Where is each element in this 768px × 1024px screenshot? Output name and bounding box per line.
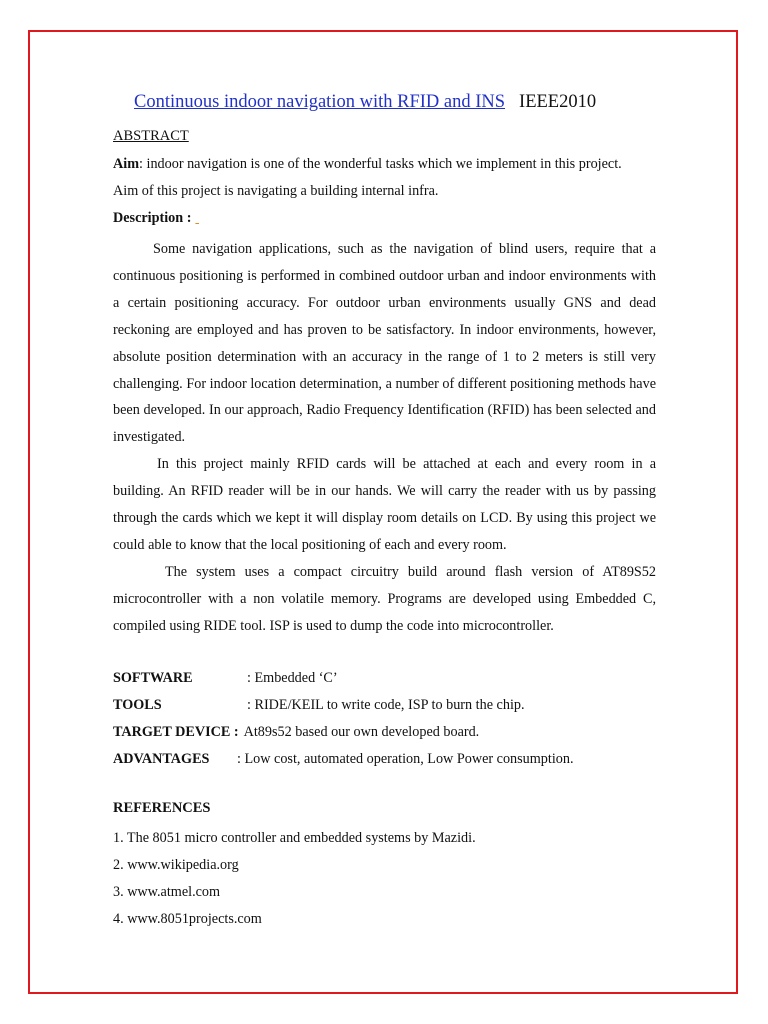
document-title-link[interactable]: Continuous indoor navigation with RFID and INS — [134, 92, 506, 112]
reference-item: 1. The 8051 micro controller and embedded systems by Mazidi. — [113, 830, 476, 846]
spec-tools-key: TOOLS — [113, 697, 162, 713]
description-paragraph-2: In this project mainly RFID cards will be attached at each and every room in a building. An RFID reader will be in our hands. We will carry the reader with us by passing through the cards which we kept it will display room details on LCD. By using this project we could able to know that the local positioning of each and every room. — [113, 456, 656, 553]
spec-software — [113, 670, 338, 687]
reference-item: 3. www.atmel.com — [113, 884, 221, 900]
spec-advantages-key: ADVANTAGES — [113, 751, 210, 767]
conference-tag: IEEE2010 — [519, 92, 597, 112]
aim-line-2: Aim of this project is navigating a building internal infra. — [113, 183, 439, 199]
aim-text-1: : indoor navigation is one of the wonderful tasks which we implement in this project. — [139, 156, 622, 172]
spec-software-key: SOFTWARE — [113, 670, 193, 686]
description-paragraph-1: Some navigation applications, such as the navigation of blind users, require that a continuous positioning is performed in combined outdoor urban and indoor environments with a certain positioning accuracy. For outdoor urban environments usually GNS and dead reckoning are employed and has proven to be satisfactory. In indoor environments, however, absolute position determination with an accuracy in the range of 1 to 2 meters is still very challenging. For indoor location determination, a number of different positioning methods have been developed. In our approach, Radio Frequency Identification (RFID) has been selected and investigated. — [113, 241, 656, 446]
description-paragraph-3: The system uses a compact circuitry build around flash version of AT89S52 microcontroller with a non volatile memory. Programs are developed using Embedded C, compiled using RIDE tool. ISP is used to dump the code into microcontroller. — [113, 564, 656, 634]
reference-item: 2. www.wikipedia.org — [113, 857, 239, 873]
description-marker — [195, 210, 199, 226]
description-label: Description : — [113, 210, 192, 226]
spec-tools — [113, 697, 525, 714]
aim-line-1 — [113, 156, 622, 173]
spec-software-value: : Embedded ‘C’ — [247, 670, 338, 686]
reference-item: 4. www.8051projects.com — [113, 911, 262, 927]
spec-advantages-value: : Low cost, automated operation, Low Power consumption. — [237, 751, 574, 767]
aim-label: Aim — [113, 156, 140, 172]
spec-target-key: TARGET DEVICE : — [113, 724, 239, 740]
description-heading — [113, 210, 199, 227]
spec-advantages — [113, 751, 574, 768]
references-heading: REFERENCES — [113, 800, 211, 816]
spec-tools-value: : RIDE/KEIL to write code, ISP to burn the chip. — [247, 697, 525, 713]
document-title-row — [134, 92, 596, 113]
abstract-heading: ABSTRACT — [113, 128, 189, 144]
spec-target-value: At89s52 based our own developed board. — [243, 724, 480, 740]
spec-target-device — [113, 724, 479, 741]
